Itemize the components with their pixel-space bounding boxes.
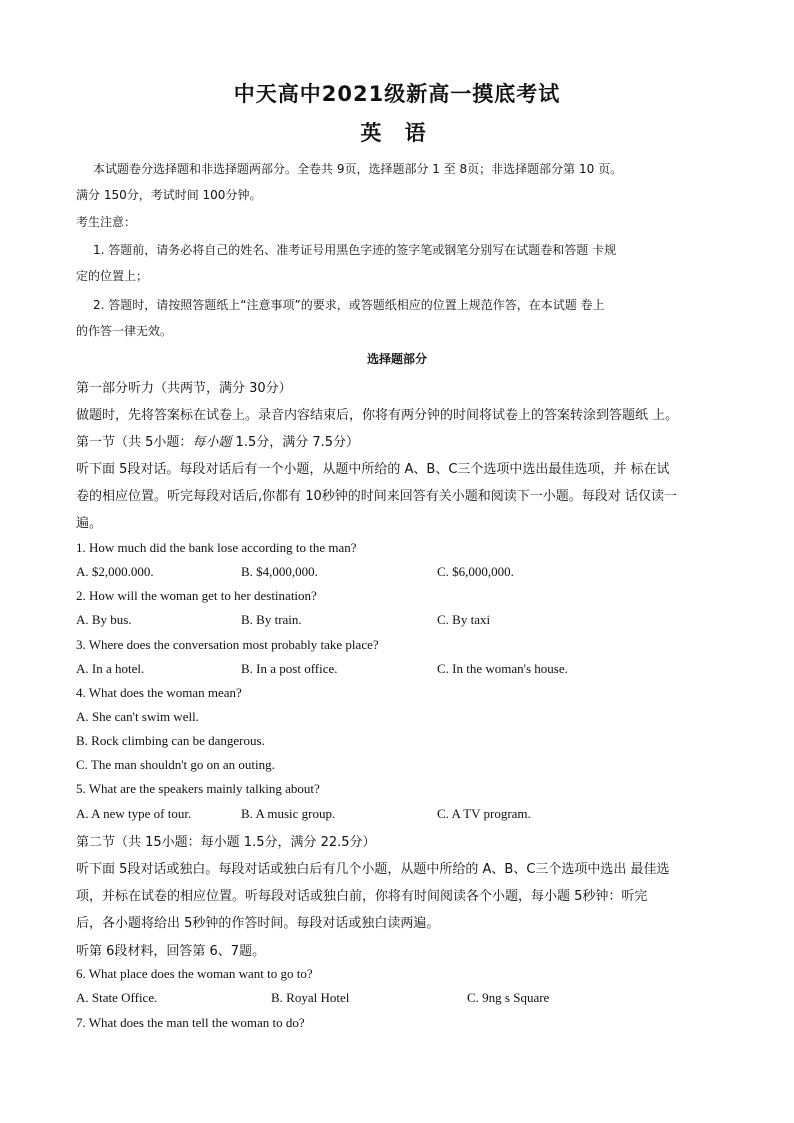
question-2-option-c: C. By taxi [437,612,491,627]
section-1-title-a: 第一节（共 5小题： [76,435,193,450]
question-1-option-a: A. $2,000.000. [76,564,154,579]
question-2-option-a: A. By bus. [76,612,132,627]
question-6-option-c: C. 9ng s Square [467,990,550,1005]
question-4-option-a: A. She can't swim well. [76,709,199,724]
question-5-option-c: C. A TV program. [437,806,531,821]
part-1-instruction: 做题时，先将答案标在试卷上。录音内容结束后，你将有两分钟的时间将试卷上的答案转涂到答题纸 上。 [76,408,679,423]
question-4-option-c: C. The man shouldn't go on an outing. [76,757,275,772]
question-3-option-a: A. In a hotel. [76,661,145,676]
question-6: 6. What place does the woman want to go to? [76,966,313,981]
exam-title: 中天高中2021级新高一摸底考试 [233,82,561,106]
question-6-option-a: A. State Office. [76,990,158,1005]
section-2-direction-2: 项，并标在试卷的相应位置。听每段对话或独白前，你将有时间阅读各个小题，每小题 5秒钟：听完 [76,889,648,904]
intro-line-2: 满分 150分，考试时间 100分钟。 [76,188,262,202]
subject-title: 英 语 [360,121,434,145]
section-2-direction-1: 听下面 5段对话或独白。每段对话或独白后有几个小题，从题中所给的 A、B、C三个选项中选出 最佳选 [76,862,670,877]
section-1-title [76,431,359,450]
question-3-option-b: B. In a post office. [241,661,338,676]
note-1-line-a: 1. 答题前，请务必将自己的姓名、准考证号用黑色字迹的签字笔或钢笔分别写在试题卷和答题 卡规 [93,243,617,257]
section-1-direction-2: 卷的相应位置。听完每段对话后,你都有 10秒钟的时间来回答有关小题和阅读下一小题。每段对 话仅读一 [76,489,677,504]
question-1-option-c: C. $6,000,000. [437,564,514,579]
section-2-direction-3: 后，各小题将给出 5秒钟的作答时间。每段对话或独白读两遍。 [76,916,440,931]
section-1-title-b: 每小题 [192,435,232,450]
note-2-line-b: 的作答一律无效。 [76,324,173,338]
question-1-option-b: B. $4,000,000. [241,564,318,579]
question-5-option-a: A. A new type of tour. [76,806,192,821]
notice-title: 考生注意： [76,215,137,229]
material-6-heading: 听第 6段材料，回答第 6、7题。 [76,944,266,959]
section-heading: 选择题部分 [366,352,427,366]
section-1-direction-1: 听下面 5段对话。每段对话后有一个小题，从题中所给的 A、B、C三个选项中选出最佳选项，并 标在试 [76,462,670,477]
question-1: 1. How much did the bank lose according to the man? [76,540,357,555]
question-4-option-b: B. Rock climbing can be dangerous. [76,733,265,748]
section-1-direction-3: 遍。 [76,516,103,531]
note-1-line-b: 定的位置上； [76,269,149,283]
part-1-title: 第一部分听力（共两节，满分 30分） [76,381,292,396]
question-2: 2. How will the woman get to her destination? [76,588,317,603]
question-3: 3. Where does the conversation most probably take place? [76,637,379,652]
note-2-line-a: 2. 答题时，请按照答题纸上“注意事项”的要求，或答题纸相应的位置上规范作答，在本试题 卷上 [93,298,605,312]
question-5: 5. What are the speakers mainly talking about? [76,781,320,796]
section-2-title: 第二节（共 15小题：每小题 1.5分，满分 22.5分） [76,835,376,850]
question-5-option-b: B. A music group. [241,806,336,821]
question-7: 7. What does the man tell the woman to do? [76,1015,305,1030]
section-1-title-c: 1.5分，满分 7.5分） [231,435,360,450]
intro-line-1: 本试题卷分选择题和非选择题两部分。全卷共 9页，选择题部分 1 至 8页；非选择题部分第 10 页。 [93,162,623,176]
question-4: 4. What does the woman mean? [76,685,242,700]
question-6-option-b: B. Royal Hotel [271,990,350,1005]
question-3-option-c: C. In the woman's house. [437,661,568,676]
question-2-option-b: B. By train. [241,612,302,627]
